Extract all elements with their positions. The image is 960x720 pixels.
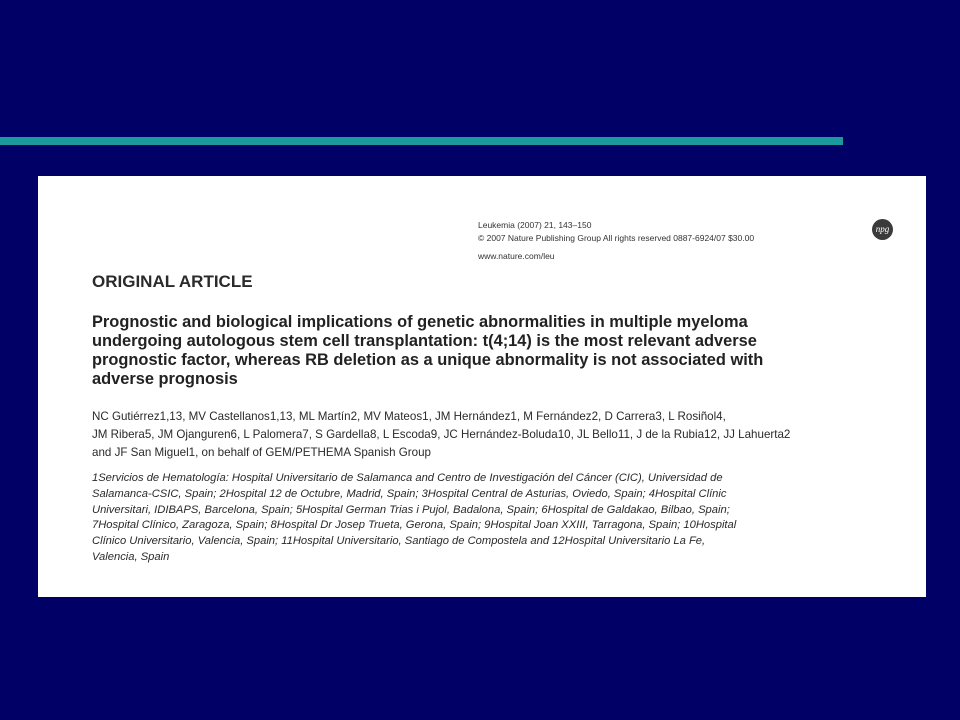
affiliation-line: Clínico Universitario, Valencia, Spain; 11Hospital Universitario, Santiago de Compostela and 12Hospital Universitario La Fe, [92, 535, 706, 548]
affiliation-line: 1Servicios de Hematología: Hospital Universitario de Salamanca and Centro de Investigación del Cáncer (CIC), Universidad de [92, 472, 723, 484]
affiliation-line: Valencia, Spain [92, 550, 170, 563]
title-line: Prognostic and biological implications of genetic abnormalities in multiple myeloma [92, 313, 748, 331]
npg-logo: npg [872, 219, 893, 240]
author-line: and JF San Miguel1, on behalf of GEM/PETHEMA Spanish Group [92, 446, 431, 459]
author-line: JM Ribera5, JM Ojanguren6, L Palomera7, S Gardella8, L Escoda9, JC Hernández-Boluda10, JL Bello11, J de la Rubia12, JJ Lahuerta2 [92, 428, 791, 441]
title-line: undergoing autologous stem cell transplantation: t(4;14) is the most relevant adverse [92, 332, 757, 350]
accent-bar [0, 137, 843, 145]
affiliation-list [92, 471, 736, 566]
author-line: NC Gutiérrez1,13, MV Castellanos1,13, ML Martín2, MV Mateos1, JM Hernández1, M Fernández2, D Carrera3, L Rosiñol4, [92, 410, 726, 423]
journal-website: www.nature.com/leu [478, 251, 555, 261]
title-line: prognostic factor, whereas RB deletion as a unique abnormality is not associated with [92, 351, 764, 369]
affiliation-line: 7Hospital Clínico, Zaragoza, Spain; 8Hospital Dr Josep Trueta, Gerona, Spain; 9Hospital Joan XXIII, Tarragona, Spain; 10Hospital [92, 519, 737, 532]
affiliation-line: Salamanca-CSIC, Spain; 2Hospital 12 de Octubre, Madrid, Spain; 3Hospital Central de Asturias, Oviedo, Spain; 4Hospital Clínic [92, 487, 727, 500]
copyright-line: © 2007 Nature Publishing Group All rights reserved 0887-6924/07 $30.00 [478, 233, 755, 243]
journal-citation: Leukemia (2007) 21, 143–150 [478, 220, 592, 230]
article-title [92, 313, 763, 389]
affiliation-line: Universitari, IDIBAPS, Barcelona, Spain; 5Hospital German Trias i Pujol, Badalona, Spain; 6Hospital de Galdakao, Bilbao, Spain; [92, 503, 730, 516]
author-list [92, 408, 790, 462]
article-clipping [38, 176, 926, 597]
article-type-heading: ORIGINAL ARTICLE [92, 272, 253, 291]
title-line: adverse prognosis [92, 370, 238, 388]
